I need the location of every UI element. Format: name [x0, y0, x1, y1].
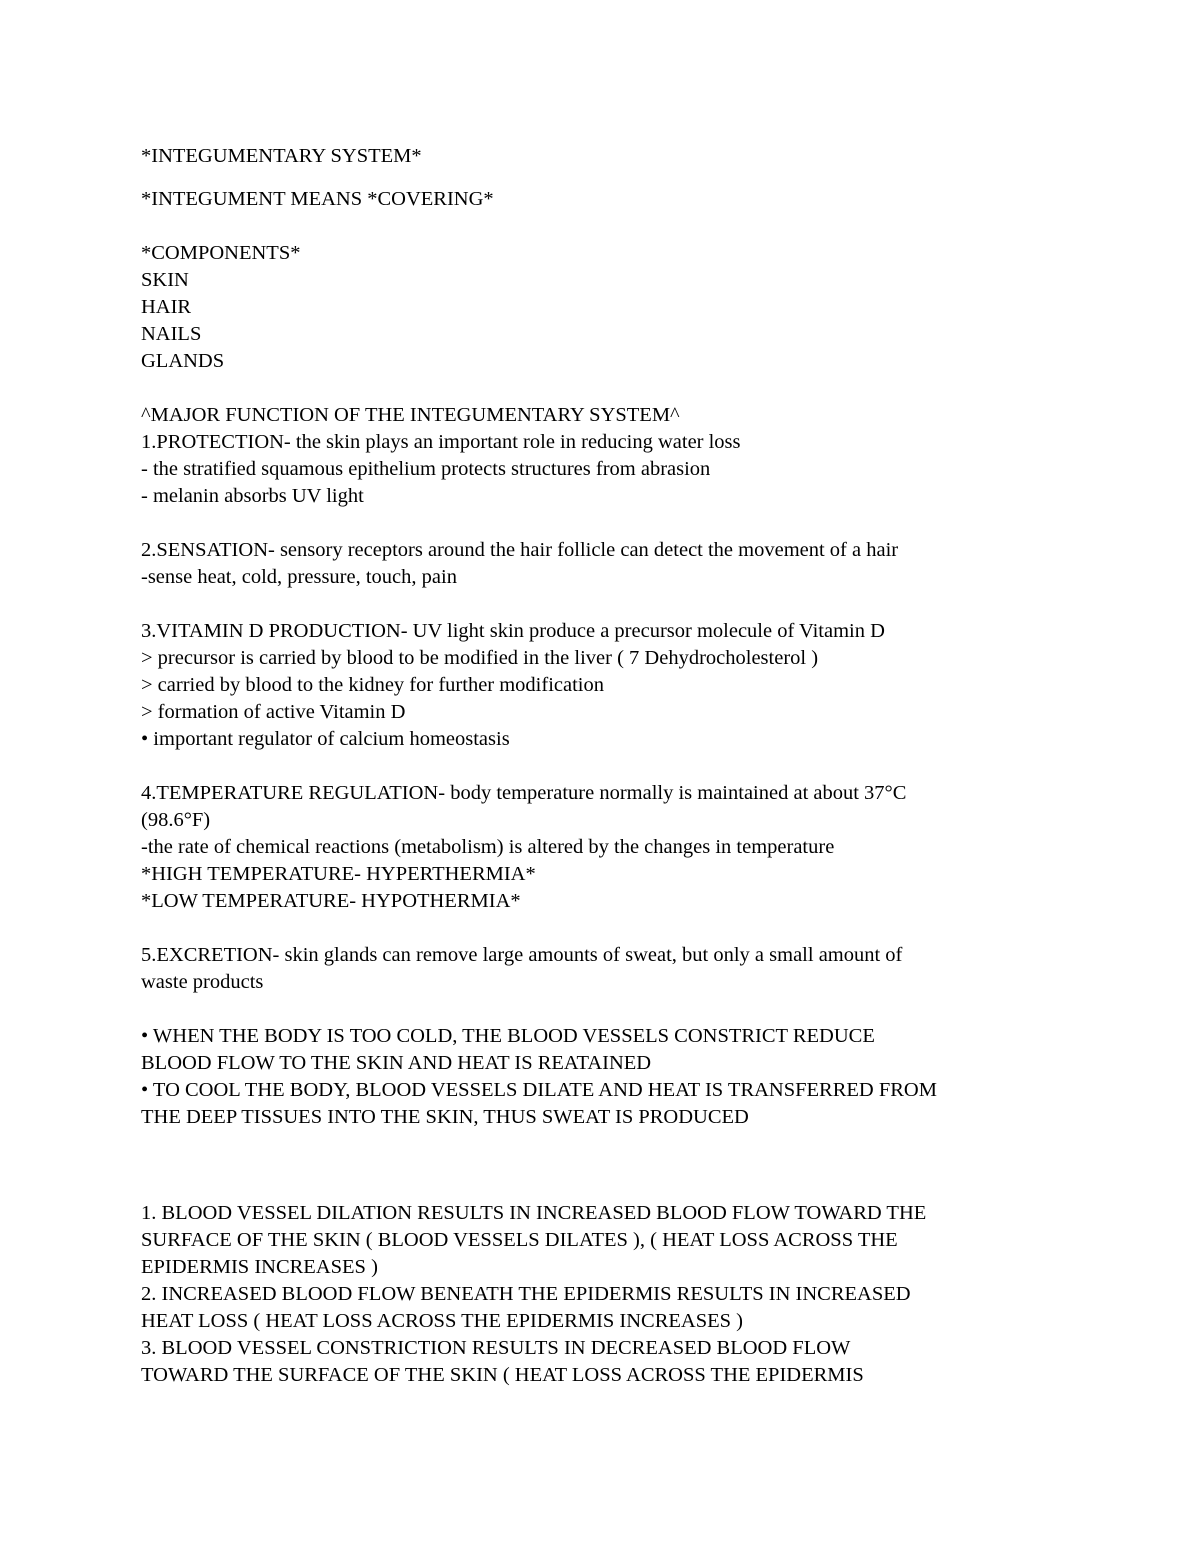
function-line: > precursor is carried by blood to be modified in the liver ( 7 Dehydrocholesterol )	[141, 647, 819, 669]
spacer	[141, 1131, 1071, 1200]
numbered-line: 2. INCREASED BLOOD FLOW BENEATH THE EPIDERMIS RESULTS IN INCREASED	[141, 1283, 911, 1305]
function-line: 4.TEMPERATURE REGULATION- body temperature normally is maintained at about 37°C	[141, 782, 907, 804]
function-line: *LOW TEMPERATURE- HYPOTHERMIA*	[141, 890, 521, 912]
function-line: -the rate of chemical reactions (metabolism) is altered by the changes in temperature	[141, 836, 835, 858]
component-item: NAILS	[141, 323, 202, 345]
document-subtitle: *INTEGUMENT MEANS *COVERING*	[141, 188, 494, 210]
function-line: 1.PROTECTION- the skin plays an important role in reducing water loss	[141, 431, 741, 453]
document-title: *INTEGUMENTARY SYSTEM*	[141, 145, 422, 167]
bullet-line: BLOOD FLOW TO THE SKIN AND HEAT IS REATAINED	[141, 1052, 652, 1074]
spacer	[141, 591, 1071, 618]
numbered-line: EPIDERMIS INCREASES )	[141, 1256, 378, 1278]
spacer	[141, 915, 1071, 942]
components-section	[141, 240, 1071, 375]
functions-section	[141, 402, 1071, 996]
numbered-line: SURFACE OF THE SKIN ( BLOOD VESSELS DILATES ), ( HEAT LOSS ACROSS THE	[141, 1229, 898, 1251]
functions-heading: ^MAJOR FUNCTION OF THE INTEGUMENTARY SYSTEM^	[141, 404, 680, 426]
spacer	[141, 170, 1071, 186]
function-line: - the stratified squamous epithelium protects structures from abrasion	[141, 458, 711, 480]
spacer	[141, 213, 1071, 240]
function-vitamin-d	[141, 618, 1071, 753]
component-item: GLANDS	[141, 350, 225, 372]
function-line: waste products	[141, 971, 264, 993]
function-protection	[141, 429, 1071, 510]
function-line: (98.6°F)	[141, 809, 211, 831]
function-excretion	[141, 942, 1071, 996]
function-line: 3.VITAMIN D PRODUCTION- UV light skin produce a precursor molecule of Vitamin D	[141, 620, 885, 642]
function-temperature	[141, 780, 1071, 915]
function-sensation	[141, 537, 1071, 591]
numbered-section	[141, 1200, 1071, 1389]
numbered-line: 1. BLOOD VESSEL DILATION RESULTS IN INCREASED BLOOD FLOW TOWARD THE	[141, 1202, 927, 1224]
function-line: - melanin absorbs UV light	[141, 485, 364, 507]
bullets-section	[141, 1023, 1071, 1131]
function-line: *HIGH TEMPERATURE- HYPERTHERMIA*	[141, 863, 536, 885]
spacer	[141, 375, 1071, 402]
document-body	[141, 143, 1071, 1389]
function-line: -sense heat, cold, pressure, touch, pain	[141, 566, 457, 588]
numbered-line: TOWARD THE SURFACE OF THE SKIN ( HEAT LOSS ACROSS THE EPIDERMIS	[141, 1364, 864, 1386]
bullet-line: • WHEN THE BODY IS TOO COLD, THE BLOOD VESSELS CONSTRICT REDUCE	[141, 1025, 875, 1047]
spacer	[141, 510, 1071, 537]
component-item: HAIR	[141, 296, 192, 318]
spacer	[141, 996, 1071, 1023]
function-line: • important regulator of calcium homeostasis	[141, 728, 510, 750]
numbered-line: 3. BLOOD VESSEL CONSTRICTION RESULTS IN DECREASED BLOOD FLOW	[141, 1337, 851, 1359]
function-line: > formation of active Vitamin D	[141, 701, 406, 723]
component-item: SKIN	[141, 269, 189, 291]
function-line: > carried by blood to the kidney for further modification	[141, 674, 604, 696]
numbered-line: HEAT LOSS ( HEAT LOSS ACROSS THE EPIDERMIS INCREASES )	[141, 1310, 743, 1332]
components-heading: *COMPONENTS*	[141, 242, 301, 264]
bullet-line: THE DEEP TISSUES INTO THE SKIN, THUS SWEAT IS PRODUCED	[141, 1106, 749, 1128]
bullet-line: • TO COOL THE BODY, BLOOD VESSELS DILATE AND HEAT IS TRANSFERRED FROM	[141, 1079, 937, 1101]
function-line: 2.SENSATION- sensory receptors around the hair follicle can detect the movement of a hair	[141, 539, 899, 561]
spacer	[141, 753, 1071, 780]
function-line: 5.EXCRETION- skin glands can remove large amounts of sweat, but only a small amount of	[141, 944, 903, 966]
